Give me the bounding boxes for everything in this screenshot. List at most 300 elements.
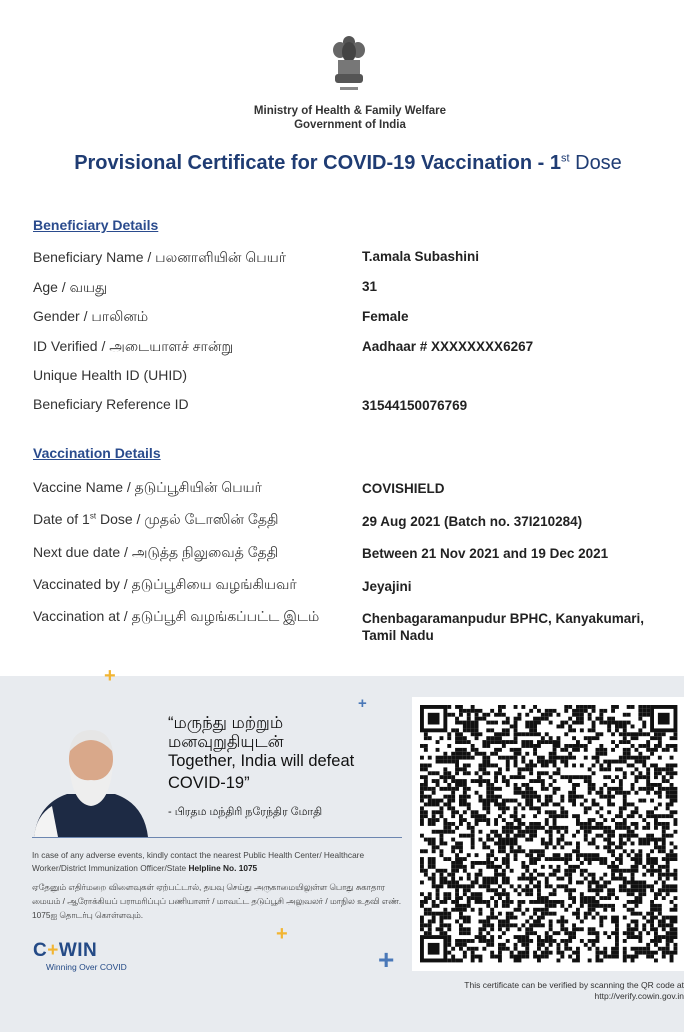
qr-module (635, 748, 639, 752)
qr-module (572, 865, 576, 869)
qr-module (525, 955, 529, 959)
qr-module (467, 900, 471, 904)
qr-module (658, 787, 662, 791)
qr-module (592, 881, 596, 885)
qr-module (467, 721, 471, 725)
qr-module (459, 756, 463, 760)
qr-module (510, 869, 514, 873)
qr-module (568, 935, 572, 939)
qr-module (506, 760, 510, 764)
prime-minister-photo (32, 724, 150, 837)
qr-module (580, 881, 584, 885)
qr-module (506, 904, 510, 908)
qr-module (459, 912, 463, 916)
qr-module (479, 939, 483, 943)
qr-module (674, 904, 678, 908)
qr-module (440, 849, 444, 853)
qr-module (486, 877, 490, 881)
qr-module (447, 935, 451, 939)
qr-module (592, 853, 596, 857)
qr-module (447, 873, 451, 877)
qr-module (467, 916, 471, 920)
qr-module (646, 838, 650, 842)
qr-module (572, 799, 576, 803)
qr-module (471, 826, 475, 830)
qr-module (521, 830, 525, 834)
qr-module (537, 920, 541, 924)
qr-module (646, 756, 650, 760)
qr-module (521, 943, 525, 947)
qr-module (588, 900, 592, 904)
qr-module (463, 728, 467, 732)
qr-module (662, 955, 666, 959)
qr-module (580, 900, 584, 904)
qr-module (537, 810, 541, 814)
qr-module (607, 787, 611, 791)
qr-module (674, 764, 678, 768)
qr-module (638, 939, 642, 943)
qr-module (572, 728, 576, 732)
qr-module (619, 873, 623, 877)
qr-module (494, 803, 498, 807)
quote: “மருந்து மற்றும் மனவுறுதியுடன் Together, India will defeat COVID-19” (168, 714, 355, 792)
qr-module (560, 725, 564, 729)
qr-module (584, 705, 588, 709)
qr-module (627, 752, 631, 756)
qr-module (459, 748, 463, 752)
qr-module (638, 935, 642, 939)
qr-module (479, 764, 483, 768)
qr-module (638, 896, 642, 900)
qr-module (420, 927, 424, 931)
qr-module (486, 764, 490, 768)
qr-module (599, 916, 603, 920)
qr-module (596, 826, 600, 830)
qr-module (537, 955, 541, 959)
qr-module (596, 892, 600, 896)
qr-module (658, 923, 662, 927)
qr-module (654, 904, 658, 908)
qr-module (506, 799, 510, 803)
qr-module (541, 923, 545, 927)
qr-module (440, 881, 444, 885)
qr-module (529, 826, 533, 830)
qr-module (498, 756, 502, 760)
qr-module (584, 943, 588, 947)
qr-module (479, 799, 483, 803)
qr-module (467, 920, 471, 924)
qr-module (599, 795, 603, 799)
qr-module (424, 748, 428, 752)
qr-module (502, 877, 506, 881)
qr-module (545, 900, 549, 904)
qr-module (432, 842, 436, 846)
qr-module (529, 725, 533, 729)
qr-module (642, 732, 646, 736)
qr-module (572, 803, 576, 807)
qr-module (537, 717, 541, 721)
qr-module (510, 756, 514, 760)
qr-module (592, 771, 596, 775)
qr-module (463, 756, 467, 760)
qr-module (560, 795, 564, 799)
qr-module (447, 927, 451, 931)
qr-module (580, 709, 584, 713)
qr-module (611, 865, 615, 869)
qr-module (440, 834, 444, 838)
qr-module (463, 721, 467, 725)
qr-module (646, 771, 650, 775)
qr-module (537, 756, 541, 760)
qr-module (451, 814, 455, 818)
qr-module (479, 873, 483, 877)
qr-module (599, 884, 603, 888)
qr-module (502, 943, 506, 947)
qr-module (580, 795, 584, 799)
qr-module (627, 705, 631, 709)
qr-module (674, 857, 678, 861)
qr-module (459, 845, 463, 849)
qr-module (463, 916, 467, 920)
qr-module (502, 705, 506, 709)
qr-module (482, 947, 486, 951)
qr-module (553, 748, 557, 752)
qr-module (662, 947, 666, 951)
qr-module (494, 873, 498, 877)
qr-module (494, 900, 498, 904)
qr-module (506, 853, 510, 857)
qr-module (506, 756, 510, 760)
qr-module (560, 900, 564, 904)
qr-module (424, 783, 428, 787)
qr-module (440, 900, 444, 904)
qr-module (576, 783, 580, 787)
qr-module (451, 713, 455, 717)
quote-attribution: - பிரதம மந்திரி நரேந்திர மோதி (168, 806, 323, 818)
qr-module (463, 748, 467, 752)
qr-module (674, 736, 678, 740)
qr-module (514, 748, 518, 752)
qr-module (560, 845, 564, 849)
qr-module (549, 826, 553, 830)
qr-module (455, 959, 459, 963)
qr-module (638, 951, 642, 955)
qr-module (674, 748, 678, 752)
qr-module (650, 799, 654, 803)
qr-module (518, 787, 522, 791)
qr-module (533, 826, 537, 830)
qr-module (588, 736, 592, 740)
qr-module (447, 732, 451, 736)
qr-module (537, 853, 541, 857)
qr-module (463, 783, 467, 787)
qr-module (650, 814, 654, 818)
qr-module (455, 705, 459, 709)
qr-module (607, 717, 611, 721)
qr-module (494, 787, 498, 791)
qr-module (592, 888, 596, 892)
qr-module (529, 916, 533, 920)
qr-module (646, 814, 650, 818)
qr-module (650, 857, 654, 861)
qr-module (580, 728, 584, 732)
qr-module (603, 818, 607, 822)
qr-module (510, 822, 514, 826)
qr-module (420, 810, 424, 814)
qr-module (553, 869, 557, 873)
qr-module (607, 795, 611, 799)
qr-module (568, 873, 572, 877)
qr-module (638, 884, 642, 888)
qr-module (545, 803, 549, 807)
qr-module (455, 869, 459, 873)
qr-module (521, 767, 525, 771)
qr-module (603, 752, 607, 756)
qr-module (482, 845, 486, 849)
qr-module (541, 951, 545, 955)
qr-module (545, 947, 549, 951)
qr-module (463, 869, 467, 873)
qr-module (560, 748, 564, 752)
qr-module (549, 884, 553, 888)
qr-module (436, 869, 440, 873)
qr-module (482, 752, 486, 756)
qr-module (670, 771, 674, 775)
qr-module (599, 767, 603, 771)
qr-module (580, 826, 584, 830)
qr-module (459, 767, 463, 771)
qr-module (553, 740, 557, 744)
qr-module (502, 857, 506, 861)
qr-module (654, 814, 658, 818)
qr-module (424, 923, 428, 927)
qr-module (436, 771, 440, 775)
qr-module (564, 869, 568, 873)
qr-module (592, 838, 596, 842)
qr-module (471, 842, 475, 846)
qr-module (596, 881, 600, 885)
qr-module (650, 783, 654, 787)
qr-module (455, 857, 459, 861)
qr-module (654, 927, 658, 931)
qr-module (580, 896, 584, 900)
qr-module (650, 900, 654, 904)
qr-module (611, 803, 615, 807)
qr-module (525, 947, 529, 951)
qr-module (596, 748, 600, 752)
qr-module (596, 834, 600, 838)
qr-module (611, 779, 615, 783)
qr-module (521, 935, 525, 939)
qr-module (572, 721, 576, 725)
qr-module (603, 955, 607, 959)
qr-module (490, 865, 494, 869)
qr-module (482, 814, 486, 818)
qr-module (588, 806, 592, 810)
qr-module (596, 904, 600, 908)
qr-module (619, 779, 623, 783)
qr-module (580, 869, 584, 873)
qr-module (557, 920, 561, 924)
qr-module (424, 795, 428, 799)
qr-module (537, 935, 541, 939)
qr-module (463, 787, 467, 791)
qr-module (549, 799, 553, 803)
qr-module (654, 767, 658, 771)
qr-module (537, 916, 541, 920)
qr-module (494, 881, 498, 885)
qr-module (428, 865, 432, 869)
qr-module (553, 814, 557, 818)
qr-module (603, 881, 607, 885)
qr-module (592, 877, 596, 881)
qr-module (529, 838, 533, 842)
qr-module (463, 736, 467, 740)
qr-module (572, 923, 576, 927)
qr-module (607, 810, 611, 814)
qr-module (564, 705, 568, 709)
qr-module (580, 853, 584, 857)
qr-module (455, 779, 459, 783)
qr-module (494, 713, 498, 717)
qr-module (642, 705, 646, 709)
qr-module (502, 881, 506, 885)
qr-module (443, 756, 447, 760)
qr-module (521, 900, 525, 904)
qr-module (560, 838, 564, 842)
qr-module (506, 764, 510, 768)
qr-module (611, 873, 615, 877)
qr-module (494, 752, 498, 756)
qr-module (490, 853, 494, 857)
qr-module (490, 951, 494, 955)
qr-module (482, 935, 486, 939)
qr-module (623, 752, 627, 756)
qr-module (537, 822, 541, 826)
qr-module (638, 912, 642, 916)
qr-module (646, 744, 650, 748)
qr-module (479, 892, 483, 896)
qr-module (658, 838, 662, 842)
qr-module (545, 810, 549, 814)
qr-module (420, 869, 424, 873)
qr-module (662, 787, 666, 791)
qr-module (443, 775, 447, 779)
qr-module (545, 881, 549, 885)
qr-module (607, 767, 611, 771)
qr-module (537, 943, 541, 947)
qr-module (568, 744, 572, 748)
qr-module (498, 795, 502, 799)
qr-module (670, 849, 674, 853)
qr-module (479, 767, 483, 771)
qr-module (455, 736, 459, 740)
qr-module (596, 845, 600, 849)
qr-module (498, 892, 502, 896)
qr-module (498, 803, 502, 807)
qr-module (670, 959, 674, 963)
qr-module (537, 939, 541, 943)
qr-module (638, 900, 642, 904)
qr-module (654, 822, 658, 826)
qr-module (603, 709, 607, 713)
qr-module (428, 920, 432, 924)
qr-module (471, 838, 475, 842)
qr-module (428, 736, 432, 740)
qr-module (424, 779, 428, 783)
qr-module (443, 896, 447, 900)
qr-module (599, 787, 603, 791)
qr-module (654, 908, 658, 912)
qr-module (607, 834, 611, 838)
qr-module (619, 721, 623, 725)
qr-module (451, 959, 455, 963)
qr-module (506, 877, 510, 881)
qr-module (674, 884, 678, 888)
qr-module (490, 736, 494, 740)
qr-module (537, 873, 541, 877)
qr-module (432, 900, 436, 904)
qr-module (467, 896, 471, 900)
qr-module (502, 842, 506, 846)
qr-module (447, 939, 451, 943)
qr-module (498, 732, 502, 736)
qr-module (514, 756, 518, 760)
qr-module (498, 951, 502, 955)
qr-module (451, 900, 455, 904)
qr-module (603, 931, 607, 935)
qr-module (490, 799, 494, 803)
qr-module (631, 771, 635, 775)
qr-module (486, 923, 490, 927)
qr-module (486, 744, 490, 748)
qr-module (529, 853, 533, 857)
qr-module (521, 744, 525, 748)
qr-module (623, 826, 627, 830)
qr-module (506, 732, 510, 736)
qr-module (447, 803, 451, 807)
qr-module (623, 740, 627, 744)
qr-module (560, 810, 564, 814)
qr-module (521, 873, 525, 877)
qr-module (635, 857, 639, 861)
qr-module (642, 951, 646, 955)
qr-module (666, 931, 670, 935)
qr-module (588, 959, 592, 963)
qr-module (662, 779, 666, 783)
qr-module (440, 736, 444, 740)
qr-module (596, 900, 600, 904)
qr-module (631, 869, 635, 873)
qr-module (607, 892, 611, 896)
qr-module (471, 748, 475, 752)
qr-module (599, 748, 603, 752)
qr-module (545, 771, 549, 775)
qr-module (670, 767, 674, 771)
qr-module (475, 791, 479, 795)
qr-module (545, 830, 549, 834)
qr-module (420, 795, 424, 799)
qr-module (674, 822, 678, 826)
qr-module (514, 943, 518, 947)
qr-module (502, 861, 506, 865)
qr-module (674, 877, 678, 881)
qr-module (521, 775, 525, 779)
qr-module (627, 892, 631, 896)
qr-module (631, 822, 635, 826)
qr-module (467, 947, 471, 951)
qr-module (432, 873, 436, 877)
